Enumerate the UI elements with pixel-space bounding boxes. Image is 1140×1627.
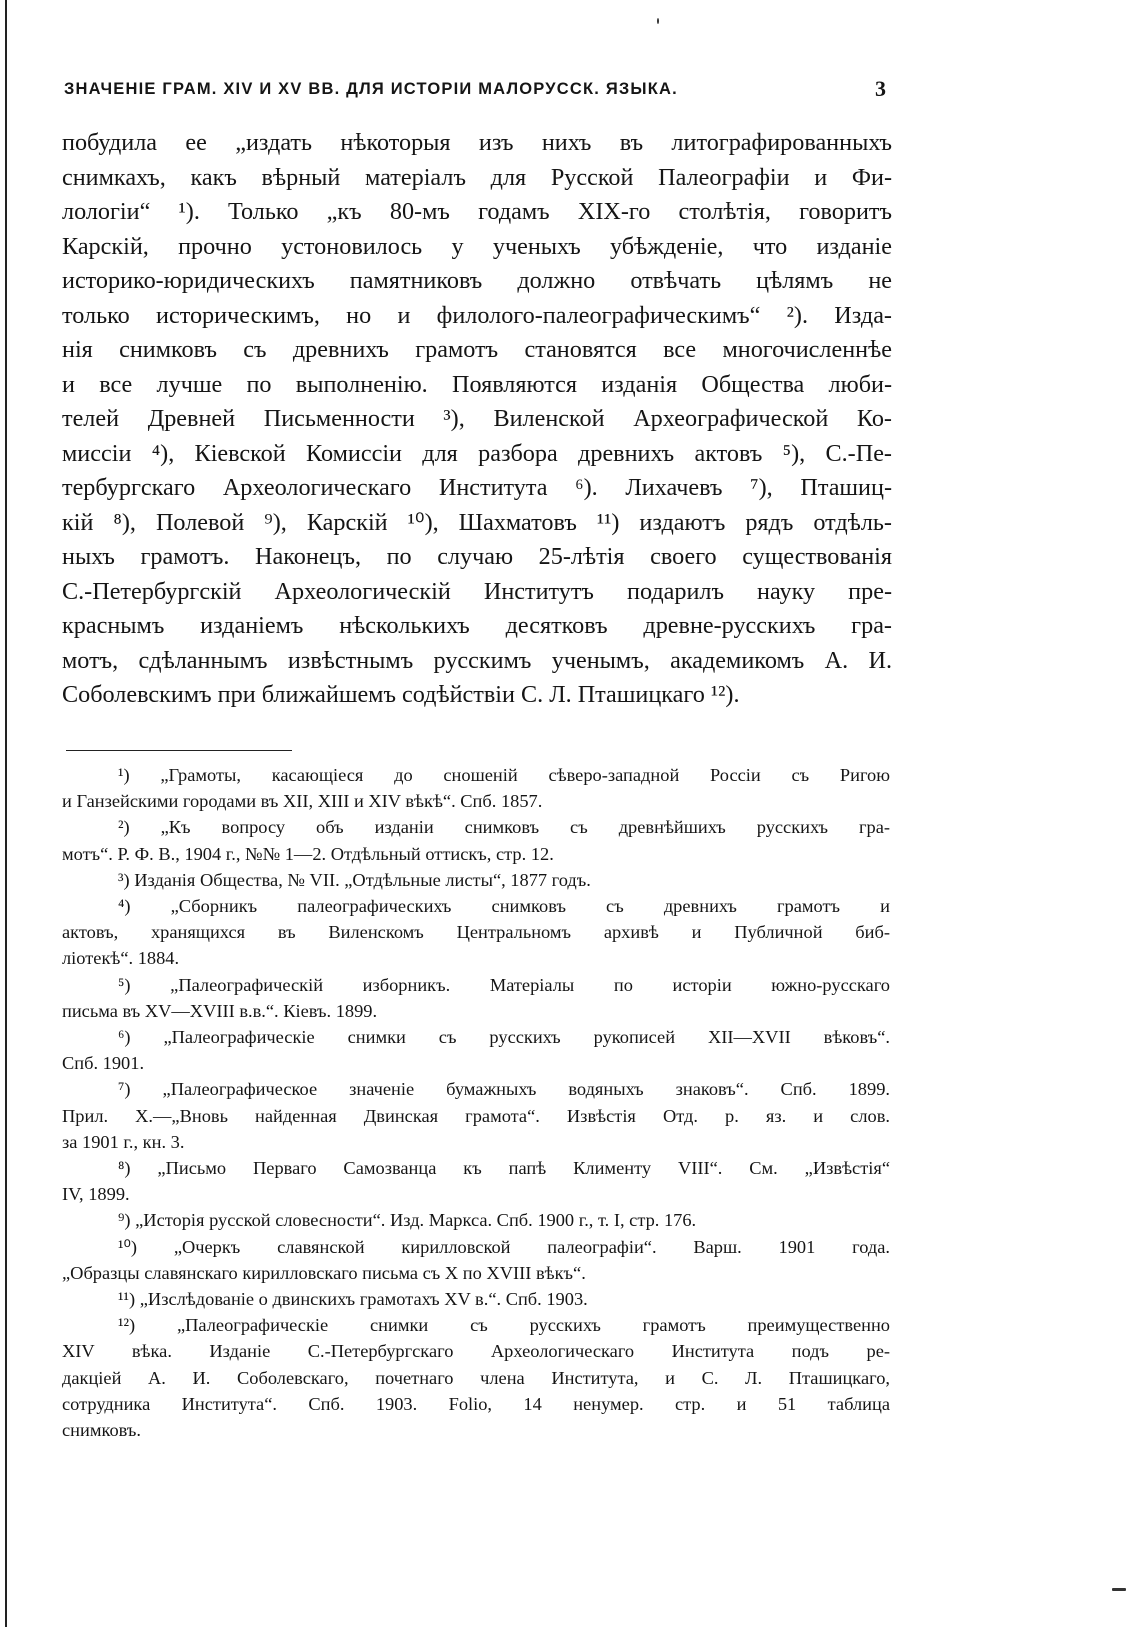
footnote-line: IV, 1899.	[62, 1184, 130, 1205]
scan-speck	[1112, 1588, 1126, 1591]
footnote-line: ⁴) „Сборникъ палеографическихъ снимковъ съ древнихъ грамотъ и	[118, 896, 890, 917]
footnote-line: мотъ“. Р. Ф. В., 1904 г., №№ 1—2. Отдѣльный оттискъ, стр. 12.	[62, 843, 554, 864]
footnote-2	[62, 814, 890, 866]
footnote-8	[62, 1155, 890, 1207]
footnote-line: ²) „Къ вопросу объ изданіи снимковъ съ древнѣйшихъ русскихъ гра-	[118, 817, 890, 838]
body-line: мотъ, сдѣланнымъ извѣстнымъ русскимъ ученымъ, академикомъ А. И.	[62, 646, 892, 674]
footnote-9	[62, 1207, 890, 1233]
body-line: миссіи ⁴), Кіевской Комиссіи для разбора древнихъ актовъ ⁵), С.-Пе-	[62, 439, 892, 467]
footnote-line: ³) Изданія Общества, № VII. „Отдѣльные листы“, 1877 годъ.	[118, 869, 591, 890]
body-line: лологіи“ ¹). Только „къ 80-мъ годамъ XIX-го столѣтія, говоритъ	[62, 198, 892, 225]
body-line: ныхъ грамотъ. Наконецъ, по случаю 25-лѣтія своего существованія	[62, 543, 892, 570]
footnote-10	[62, 1234, 890, 1286]
body-line: только историческимъ, но и филолого-палеографическимъ“ ²). Изда-	[62, 301, 892, 329]
footnote-line: Прил. X.—„Вновь найденная Двинская грамота“. Извѣстія Отд. р. яз. и слов.	[62, 1105, 890, 1126]
body-line: тербургскаго Археологическаго Института ⁶). Лихачевъ ⁷), Пташиц-	[62, 474, 892, 501]
footnote-5	[62, 972, 890, 1024]
body-line: снимкахъ, какъ вѣрный матеріалъ для Русской Палеографіи и Фи-	[62, 163, 892, 191]
running-header-title: ЗНАЧЕНІЕ ГРАМ. XIV И XV ВВ. ДЛЯ ИСТОРІИ МАЛОРУССК. ЯЗЫКА.	[64, 80, 678, 98]
footnote-line: ⁷) „Палеографическое значеніе бумажныхъ водяныхъ знаковъ“. Спб. 1899.	[118, 1079, 890, 1100]
footnote-line: ліотекѣ“. 1884.	[62, 948, 180, 969]
footnote-line: ⁶) „Палеографическіе снимки съ русскихъ рукописей XII—XVII вѣковъ“.	[118, 1027, 890, 1048]
footnote-line: ¹²) „Палеографическіе снимки съ русскихъ грамотъ преимущественно	[118, 1315, 890, 1336]
footnote-line: Спб. 1901.	[62, 1053, 145, 1074]
body-line: историко-юридическихъ памятниковъ должно отвѣчать цѣлямъ не	[62, 267, 892, 294]
footnote-line: за 1901 г., кн. 3.	[62, 1131, 185, 1152]
body-line: нія снимковъ съ древнихъ грамотъ становятся все многочисленнѣе	[62, 336, 892, 363]
footnote-separator	[66, 750, 292, 751]
body-line: и все лучше по выполненію. Появляются изданія Общества люби-	[62, 370, 892, 398]
footnote-line: „Образцы славянскаго кирилловскаго письма съ X по XVIII вѣкъ“.	[62, 1262, 586, 1283]
scan-edge-line	[5, 0, 7, 1627]
page-number: 3	[875, 76, 886, 101]
body-line: С.-Петербургскій Археологическій Институтъ подарилъ науку пре-	[62, 577, 892, 605]
footnote-line: актовъ, хранящихся въ Виленскомъ Центральномъ архивѣ и Публичной биб-	[62, 922, 890, 943]
body-line: кій ⁸), Полевой ⁹), Карскій ¹⁰), Шахматовъ ¹¹) издаютъ рядъ отдѣль-	[62, 508, 892, 536]
body-line: Соболевскимъ при ближайшемъ содѣйствіи С. Л. Пташицкаго ¹²).	[62, 681, 740, 708]
footnote-line: ¹) „Грамоты, касающіеся до сношеній сѣверо-западной Россіи съ Ригою	[118, 765, 890, 785]
footnote-line: и Ганзейскими городами въ XII, XIII и XIV вѣкѣ“. Спб. 1857.	[62, 791, 543, 812]
footnote-line: ⁸) „Письмо Перваго Самозванца къ папѣ Клименту VIII“. См. „Извѣстія“	[118, 1158, 890, 1179]
footnote-4	[62, 893, 890, 972]
running-header	[64, 76, 886, 106]
footnote-6	[62, 1024, 890, 1076]
footnote-line: ⁹) „Исторія русской словесности“. Изд. Маркса. Спб. 1900 г., т. I, стр. 176.	[118, 1210, 697, 1231]
footnote-1	[62, 762, 890, 814]
body-paragraph	[62, 126, 892, 713]
body-line: побудила ее „издать нѣкоторыя изъ нихъ въ литографированныхъ	[62, 129, 892, 156]
footnote-line: дакціей А. И. Соболевскаго, почетнаго члена Института, и С. Л. Пташицкаго,	[62, 1367, 890, 1388]
footnote-12	[62, 1312, 890, 1443]
footnotes	[62, 762, 890, 1443]
footnote-line: ⁵) „Палеографическій изборникъ. Матеріалы по исторіи южно-русскаго	[118, 974, 890, 995]
body-line: Карскій, прочно устоновилось у ученыхъ убѣжденіе, что изданіе	[62, 232, 892, 260]
body-line: краснымъ изданіемъ нѣсколькихъ десятковъ древне-русскихъ гра-	[62, 612, 892, 639]
footnote-line: XIV вѣка. Изданіе С.-Петербургскаго Археологическаго Института подъ ре-	[62, 1341, 890, 1362]
footnote-line: снимковъ.	[62, 1420, 142, 1441]
footnote-7	[62, 1076, 890, 1155]
body-line: телей Древней Письменности ³), Виленской Археографической Ко-	[62, 405, 892, 432]
footnote-line: сотрудника Института“. Спб. 1903. Folio, 14 ненумер. стр. и 51 таблица	[62, 1393, 890, 1414]
footnote-line: письма въ XV—XVIII в.в.“. Кіевъ. 1899.	[62, 1000, 378, 1021]
footnote-11	[62, 1286, 890, 1312]
footnote-line: ¹⁰) „Очеркъ славянской кирилловской палеографіи“. Варш. 1901 года.	[118, 1236, 890, 1257]
scan-speck	[657, 18, 659, 24]
footnote-3	[62, 867, 890, 893]
footnote-line: ¹¹) „Изслѣдованіе о двинскихъ грамотахъ XV в.“. Спб. 1903.	[118, 1289, 588, 1310]
